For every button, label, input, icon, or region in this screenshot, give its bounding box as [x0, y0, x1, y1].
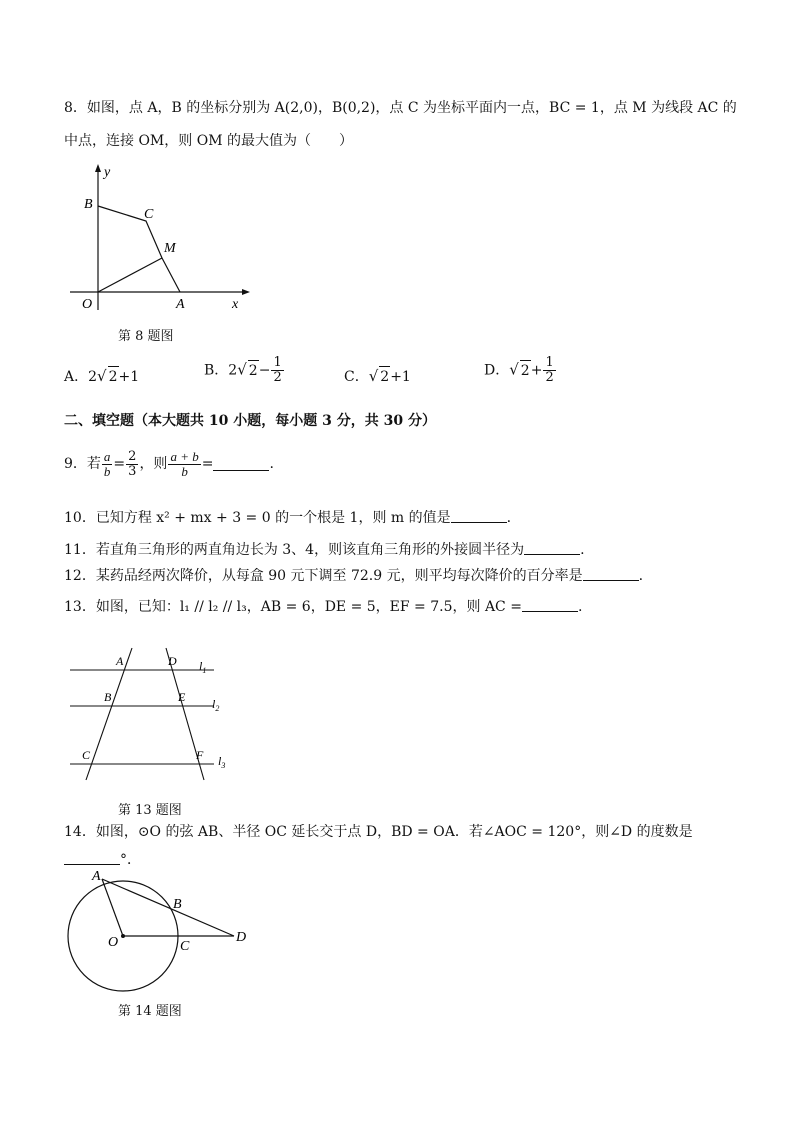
q12-answer-blank[interactable]	[583, 567, 639, 581]
q13-caption: 第 13 题图	[118, 803, 182, 818]
q11: 11．若直角三角形的两直角边长为 3、4，则该直角三角形的外接圆半径为 .	[64, 542, 585, 558]
q13-label-C: C	[82, 748, 91, 762]
q8-label-y: y	[104, 165, 111, 180]
q10-answer-blank[interactable]	[451, 509, 507, 523]
q14-label-O: O	[108, 935, 119, 950]
q8-line2: 中点，连接 OM，则 OM 的最大值为（ ）	[64, 133, 353, 149]
q13-label-E: E	[178, 690, 186, 704]
q12: 12．某药品经两次降价，从每盒 90 元下调至 72.9 元，则平均每次降价的百分率是 .	[64, 568, 644, 584]
q8-line1: 8．如图，点 A，B 的坐标分别为 A(2,0)，B(0,2)，点 C 为坐标平面内一点，BC = 1，点 M 为线段 AC 的	[64, 100, 737, 116]
q13-label-D: D	[168, 654, 177, 668]
q13: 13．如图，已知：l₁ // l₂ // l₃，AB = 6，DE = 5，EF = 7.5，则 AC = .	[64, 599, 583, 615]
q9: 9．若 $\frac{a}{b}$ = $\frac{2}{3}$ ，则 $\frac{a + b}{b}$ = .	[64, 448, 274, 479]
q13-label-l1: $l_1$	[199, 659, 207, 675]
q14-label-C: C	[180, 939, 190, 954]
q13-figure	[64, 640, 244, 790]
section-heading: 二、填空题（本大题共 10 小题，每小题 3 分，共 30 分）	[64, 413, 436, 429]
q8-label-B: B	[84, 197, 93, 212]
q14-caption: 第 14 题图	[118, 1004, 182, 1019]
q10: 10．已知方程 x² + mx + 3 = 0 的一个根是 1，则 m 的值是 .	[64, 510, 512, 526]
q9-answer-blank[interactable]	[213, 457, 269, 471]
q13-label-F: F	[196, 748, 204, 762]
q8-label-O: O	[82, 297, 93, 312]
q8-figure	[60, 158, 260, 318]
q8-caption: 第 8 题图	[118, 329, 174, 344]
q14-label-A: A	[92, 869, 101, 884]
q8-label-C: C	[144, 207, 154, 222]
q8-label-M: M	[164, 241, 176, 256]
q14-label-B: B	[173, 897, 182, 912]
q13-label-A: A	[116, 654, 124, 668]
q8-option-c[interactable]: C．√ 2+1	[344, 367, 411, 385]
q8-label-A: A	[176, 297, 185, 312]
q8-label-x: x	[232, 297, 239, 312]
q13-label-l3: $l_3$	[218, 754, 226, 770]
q13-answer-blank[interactable]	[522, 598, 578, 612]
q14-figure	[60, 866, 260, 996]
q13-label-l2: $l_2$	[212, 697, 220, 713]
q13-label-B: B	[104, 690, 112, 704]
q8-option-b[interactable]: B．2√ 2− $\frac{1}{2}$	[204, 355, 282, 385]
q8-option-a[interactable]: A．2√ 2+1	[64, 367, 140, 385]
q14-label-D: D	[236, 930, 247, 945]
q14-line1: 14．如图，⊙O 的弦 AB、半径 OC 延长交于点 D，BD = OA．若∠AOC = 120°，则∠D 的度数是	[64, 824, 693, 840]
q14-answer-blank[interactable]	[64, 851, 120, 865]
q14-line2: °．	[64, 850, 141, 870]
q11-answer-blank[interactable]	[524, 541, 580, 555]
q8-option-d[interactable]: D．√ 2+ $\frac{1}{2}$	[484, 355, 554, 385]
